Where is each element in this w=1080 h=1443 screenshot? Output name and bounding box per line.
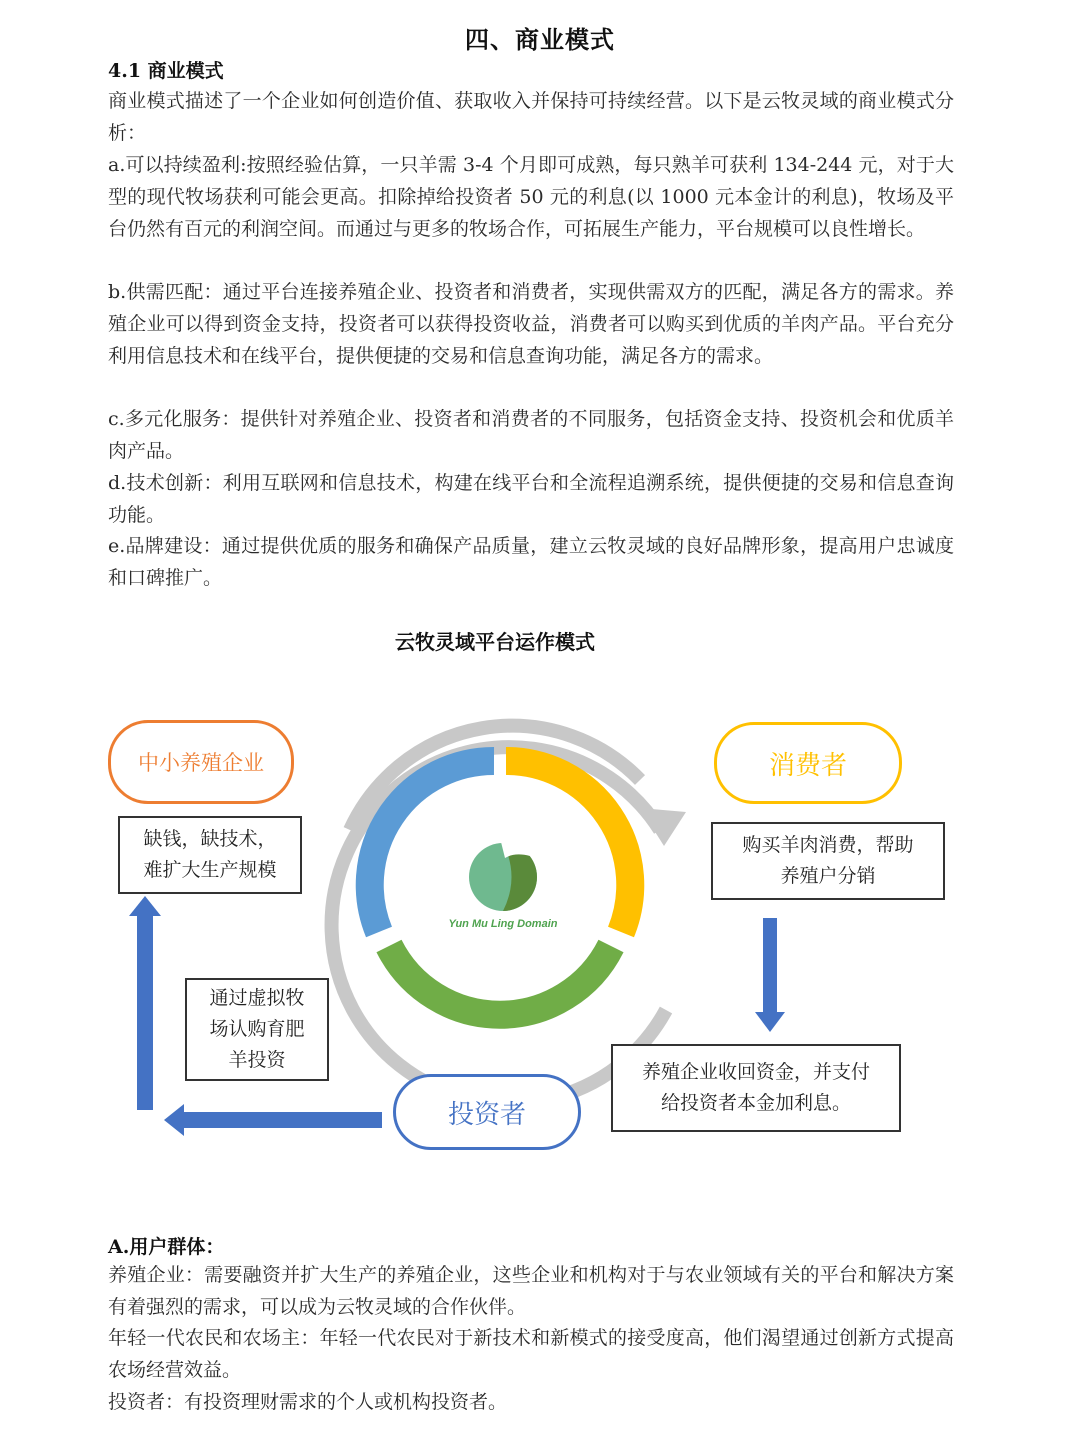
box-virtual-farm-line-2: 场认购育肥 — [209, 1018, 305, 1040]
box-consumer-action — [711, 822, 945, 900]
box-consumer-action-line-2: 养殖户分销 — [780, 865, 876, 887]
paragraph-e-brand: e.品牌建设：通过提供优质的服务和确保产品质量，建立云牧灵域的良好品牌形象，提高用户忠诚度和口碑推广。 — [108, 535, 954, 589]
logo-text: Yun Mu Ling Domain — [448, 918, 558, 930]
box-repay — [611, 1044, 901, 1132]
segment-green — [389, 946, 611, 1015]
box-consumer-action-line-1: 购买羊肉消费，帮助 — [742, 834, 914, 856]
box-virtual-farm — [185, 978, 329, 1081]
paragraph-user-enterprise: 养殖企业：需要融资并扩大生产的养殖企业，这些企业和机构对于与农业领域有关的平台和解决方案有着强烈的需求，可以成为云牧灵域的合作伙伴。 — [108, 1264, 954, 1318]
box-enterprise-need-line-1: 缺钱，缺技术， — [143, 828, 277, 850]
box-repay-line-1: 养殖企业收回资金，并支付 — [641, 1061, 870, 1083]
section-heading-4-1: 4.1 商业模式 — [108, 60, 224, 82]
page-title: 四、商业模式 — [465, 25, 615, 54]
arrow-left-shaft — [182, 1112, 382, 1128]
cycle-arrowhead — [640, 808, 686, 846]
paragraph-user-farmers: 年轻一代农民和农场主：年轻一代农民对于新技术和新模式的接受度高，他们渴望通过创新方式提高农场经营效益。 — [108, 1327, 954, 1381]
box-virtual-farm-line-3: 羊投资 — [228, 1049, 286, 1071]
logo-mark — [469, 838, 537, 911]
paragraph-a-profit: a.可以持续盈利:按照经验估算，一只羊需 3-4 个月即可成熟，每只熟羊可获利 134-244 元，对于大型的现代牧场获利可能会更高。扣除掉给投资者 50 元的利息(以 1000 元本金计的利息)，牧场及平台仍然有百元的利润空间。而通过与更多的牧场合作，可拓展生产能力，平台规模可以良性增长。 — [108, 154, 954, 240]
paragraph-b-matching: b.供需匹配：通过平台连接养殖企业、投资者和消费者，实现供需双方的匹配，满足各方的需求。养殖企业可以得到资金支持，投资者可以获得投资收益，消费者可以购买到优质的羊肉产品。平台充分利用信息技术和在线平台，提供便捷的交易和信息查询功能，满足各方的需求。 — [108, 281, 954, 367]
box-enterprise-need — [118, 816, 302, 894]
arrow-down-shaft — [763, 918, 777, 1014]
node-investor: 投资者 — [393, 1074, 581, 1150]
node-consumer: 消费者 — [714, 722, 902, 804]
box-virtual-farm-line-1: 通过虚拟牧 — [209, 987, 305, 1009]
box-enterprise-need-line-2: 难扩大生产规模 — [143, 859, 277, 881]
paragraph-user-investors: 投资者：有投资理财需求的个人或机构投资者。 — [108, 1391, 508, 1413]
arrow-up-shaft — [137, 914, 153, 1110]
node-enterprise: 中小养殖企业 — [108, 720, 294, 804]
box-repay-line-2: 给投资者本金加利息。 — [660, 1092, 851, 1114]
paragraph-d-tech: d.技术创新：利用互联网和信息技术，构建在线平台和全流程追溯系统，提供便捷的交易和信息查询功能。 — [108, 472, 954, 526]
section-heading-user-groups: A.用户群体： — [108, 1236, 225, 1258]
paragraph-c-services: c.多元化服务：提供针对养殖企业、投资者和消费者的不同服务，包括资金支持、投资机会和优质羊肉产品。 — [108, 408, 954, 462]
diagram-title: 云牧灵域平台运作模式 — [395, 630, 595, 654]
arrow-left-head — [164, 1104, 184, 1136]
arrow-down-head — [755, 1012, 785, 1032]
paragraph-intro: 商业模式描述了一个企业如何创造价值、获取收入并保持可持续经营。以下是云牧灵域的商业模式分析： — [108, 90, 954, 144]
arrow-up-head — [129, 896, 161, 916]
